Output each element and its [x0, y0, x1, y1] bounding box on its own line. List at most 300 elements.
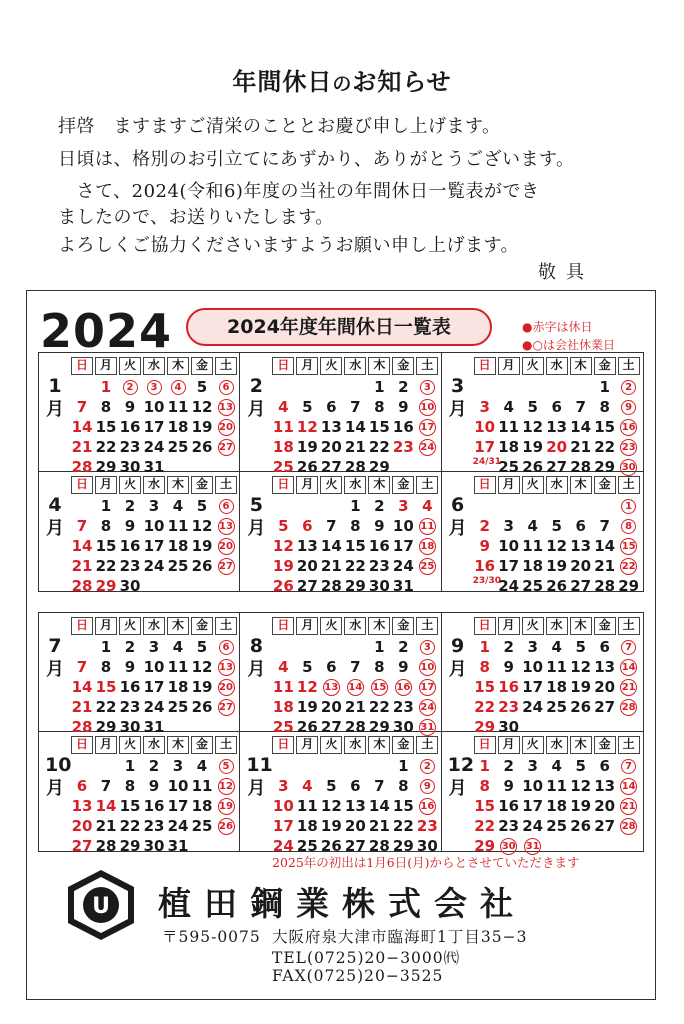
day-cell: 20: [214, 677, 238, 697]
day-cell: 18: [522, 557, 544, 575]
weekday-header: 金: [392, 476, 414, 494]
weekday-header: 土: [618, 736, 640, 754]
weekday-header: 木: [167, 476, 189, 494]
empty-day-cell: [295, 377, 319, 397]
day-cell: 4: [551, 638, 562, 656]
day-cell: 4: [527, 517, 538, 535]
day-cell: 2: [374, 497, 385, 515]
day-cell: 10: [143, 517, 165, 535]
day-cell: 6: [599, 638, 610, 656]
empty-day-cell: [295, 637, 319, 657]
day-cell: 18: [272, 438, 294, 456]
day-grid: [473, 476, 641, 596]
logo-letter: U: [92, 894, 110, 919]
day-cell: 1: [100, 378, 112, 396]
empty-day-cell: [473, 377, 497, 397]
day-cell: 11: [167, 517, 189, 535]
day-cell: 7: [575, 398, 586, 416]
day-cell: 10: [143, 658, 165, 676]
day-cell: 1: [100, 638, 112, 656]
day-cell: 30: [119, 577, 141, 595]
day-cell: 26: [296, 458, 318, 476]
day-cell: 16: [498, 678, 520, 696]
day-cell: 6: [599, 757, 610, 775]
notice-line-4: ましたので、お送りいたします。: [58, 207, 334, 228]
day-cell: 30: [498, 718, 520, 736]
day-cell: 7: [350, 658, 361, 676]
month-label: [246, 754, 273, 800]
day-cell: 24: [167, 817, 189, 835]
day-cell: 10: [167, 777, 189, 795]
day-cell: 31: [143, 718, 165, 736]
empty-day-cell: [271, 637, 295, 657]
day-cell: 15: [474, 797, 496, 815]
day-cell: 16: [119, 418, 141, 436]
weekday-header: 水: [143, 736, 165, 754]
day-grid: [70, 736, 238, 856]
day-cell: 16: [617, 417, 641, 437]
day-cell: 29: [474, 837, 496, 855]
day-cell: 22: [474, 817, 496, 835]
weekday-header: 金: [191, 736, 213, 754]
day-cell: 11: [546, 777, 568, 795]
company-fax: FAX(0725)20−3525: [272, 967, 444, 985]
day-cell: 19: [191, 418, 213, 436]
day-cell: 16: [119, 678, 141, 696]
day-cell: 3: [172, 757, 184, 775]
day-cell: 21: [617, 677, 641, 697]
weekday-header: 日: [272, 617, 294, 635]
month-suffix: 月: [46, 778, 64, 799]
month-block-2: [240, 353, 441, 476]
empty-day-cell: [295, 756, 319, 776]
month-suffix: 月: [448, 518, 467, 539]
empty-day-cell: [343, 756, 367, 776]
day-cell: 10: [474, 418, 496, 436]
day-cell: 16: [415, 796, 439, 816]
notice-line-5: よろしくご協力くださいますようお願い申し上げます。: [58, 235, 520, 256]
day-cell: 1: [124, 757, 136, 775]
day-cell: 21: [71, 557, 93, 575]
empty-day-cell: [70, 637, 94, 657]
day-cell: 25: [522, 577, 544, 595]
empty-day-cell: [295, 496, 319, 516]
month-number: 12: [447, 754, 475, 776]
day-cell: 24: [143, 438, 165, 456]
month-block-4: [39, 472, 240, 595]
weekday-header: 日: [474, 617, 496, 635]
empty-day-cell: [569, 377, 593, 397]
day-cell: 13: [594, 658, 616, 676]
day-cell: 20: [344, 817, 366, 835]
day-cell: 14: [617, 776, 641, 796]
month-number: 4: [48, 494, 62, 516]
day-cell: 12: [570, 658, 592, 676]
day-cell: 12: [191, 658, 213, 676]
weekday-header: 金: [392, 357, 414, 375]
day-cell: 25: [498, 458, 520, 476]
day-cell: 11: [272, 418, 294, 436]
notice-line-3: さて、2024(令和6)年度の当社の年間休日一覧表ができ: [58, 181, 540, 202]
empty-day-cell: [271, 496, 295, 516]
empty-day-cell: [473, 496, 497, 516]
empty-day-cell: [319, 377, 343, 397]
day-cell: 11: [272, 678, 294, 696]
day-cell: 30: [368, 577, 390, 595]
day-cell: 29: [392, 837, 414, 855]
day-cell: 30: [119, 458, 141, 476]
day-cell: 3: [148, 497, 160, 515]
day-cell: 15: [617, 536, 641, 556]
day-cell: 31: [167, 837, 189, 855]
day-cell: 22: [474, 698, 496, 716]
day-cell: 14: [368, 797, 390, 815]
day-cell: 9: [479, 537, 490, 555]
day-cell: 8: [374, 398, 385, 416]
company-tel: TEL(0725)20−3000㈹: [272, 949, 461, 967]
month-number: 2: [249, 375, 263, 397]
month-label: [448, 375, 468, 421]
day-cell: 19: [191, 537, 213, 555]
day-cell: 29: [119, 837, 141, 855]
day-cell: 15: [367, 677, 391, 697]
weekday-header: 月: [296, 357, 318, 375]
weekday-header: 木: [368, 357, 390, 375]
weekday-header: 月: [498, 476, 520, 494]
weekday-header: 木: [570, 736, 592, 754]
weekday-header: 日: [71, 617, 93, 635]
day-cell: 16: [143, 797, 165, 815]
month-suffix: 月: [46, 518, 64, 539]
weekday-header: 金: [594, 476, 616, 494]
empty-day-cell: [319, 496, 343, 516]
day-cell: 5: [302, 658, 313, 676]
day-cell: 20: [594, 678, 616, 696]
weekday-header: 水: [344, 736, 366, 754]
empty-day-cell: [70, 496, 94, 516]
weekday-header: 日: [272, 357, 294, 375]
weekday-header: 火: [119, 736, 141, 754]
empty-day-cell: [593, 496, 617, 516]
day-cell: 1: [374, 378, 385, 396]
weekday-header: 火: [320, 736, 342, 754]
weekday-header: 金: [594, 736, 616, 754]
notice-line-1: 拝啓 ますますご清栄のこととお慶び申し上げます。: [58, 116, 501, 137]
day-cell: 27: [214, 697, 238, 717]
day-cell: 14: [71, 537, 93, 555]
day-cell: 3: [415, 637, 439, 657]
month-block-10: [39, 732, 240, 855]
day-cell: 8: [100, 517, 112, 535]
day-cell: 27: [344, 837, 366, 855]
day-cell: 5: [196, 378, 208, 396]
day-cell: 20: [594, 797, 616, 815]
day-cell: 8: [479, 658, 490, 676]
weekday-header: 月: [498, 736, 520, 754]
day-cell: 30: [416, 837, 438, 855]
day-cell: 21: [368, 817, 390, 835]
day-cell: 6: [76, 777, 88, 795]
day-cell: 10: [392, 517, 414, 535]
empty-day-cell: [569, 496, 593, 516]
day-cell: 21: [344, 438, 366, 456]
day-cell: 25: [296, 837, 318, 855]
month-block-3: [442, 353, 643, 476]
day-cell: 23: [119, 438, 141, 456]
day-cell: 17: [272, 817, 294, 835]
day-cell: 25: [191, 817, 213, 835]
day-cell: 15: [95, 537, 117, 555]
day-cell: 22: [95, 698, 117, 716]
month-block-11: [240, 732, 441, 855]
day-cell: 3: [142, 377, 166, 397]
weekday-header: 水: [143, 617, 165, 635]
day-cell: 28: [320, 577, 342, 595]
day-cell: 30: [617, 457, 641, 477]
weekday-header: 木: [368, 736, 390, 754]
day-cell: 14: [95, 797, 117, 815]
empty-day-cell: [343, 377, 367, 397]
day-cell: 29: [368, 718, 390, 736]
day-cell: 11: [191, 777, 213, 795]
day-grid: [271, 476, 439, 596]
weekday-header: 土: [618, 357, 640, 375]
day-cell: 23: [119, 698, 141, 716]
day-cell: 25: [272, 458, 294, 476]
day-cell: 3: [503, 517, 514, 535]
day-cell: 27: [296, 577, 318, 595]
day-cell: 28: [368, 837, 390, 855]
day-cell: 22: [95, 438, 117, 456]
month-number: 5: [249, 494, 263, 516]
day-cell: 3: [415, 377, 439, 397]
weekday-header: 金: [191, 617, 213, 635]
month-suffix: 月: [46, 659, 64, 680]
legend-closed: ●○は会社休業日: [522, 338, 615, 352]
weekday-header: 水: [143, 476, 165, 494]
new-year-note: 2025年の初出は1月6日(月)からとさせていただきます: [272, 855, 580, 870]
day-cell: 1: [350, 497, 361, 515]
day-grid: [473, 357, 641, 477]
day-cell: 11: [522, 537, 544, 555]
day-cell: 22: [617, 556, 641, 576]
day-cell: 21: [617, 796, 641, 816]
day-cell: 8: [617, 516, 641, 536]
month-suffix: 月: [448, 659, 467, 680]
day-cell: 6: [551, 398, 562, 416]
day-cell: 23/30: [472, 576, 501, 586]
day-cell: 17: [522, 797, 544, 815]
day-cell: 19: [272, 557, 294, 575]
day-cell: 20: [320, 698, 342, 716]
day-cell: 16: [474, 557, 496, 575]
day-cell: 27: [546, 458, 568, 476]
day-cell: 25: [167, 557, 189, 575]
day-cell: 27: [214, 437, 238, 457]
day-cell: 7: [374, 777, 385, 795]
month-number: 3: [451, 375, 465, 397]
empty-day-cell: [521, 496, 545, 516]
day-cell: 31: [415, 717, 439, 737]
day-cell: 11: [498, 418, 520, 436]
day-cell: 29: [594, 458, 616, 476]
day-cell: 5: [214, 756, 238, 776]
day-cell: 21: [95, 817, 117, 835]
day-cell: 23: [368, 557, 390, 575]
day-cell: 17: [143, 418, 165, 436]
day-cell: 17: [415, 417, 439, 437]
day-cell: 28: [570, 458, 592, 476]
weekday-header: 火: [320, 476, 342, 494]
weekday-header: 金: [191, 357, 213, 375]
day-cell: 17: [143, 537, 165, 555]
month-block-8: [240, 613, 441, 736]
day-cell: 16: [119, 537, 141, 555]
day-cell: 13: [71, 797, 93, 815]
weekday-header: 水: [546, 736, 568, 754]
day-cell: 2: [415, 756, 439, 776]
day-cell: 10: [522, 658, 544, 676]
day-cell: 18: [167, 537, 189, 555]
day-cell: 31: [521, 836, 545, 856]
day-cell: 24: [392, 557, 414, 575]
day-cell: 11: [415, 516, 439, 536]
day-cell: 23: [143, 817, 165, 835]
day-grid: [473, 617, 641, 737]
day-cell: 1: [100, 497, 112, 515]
month-suffix: 月: [247, 659, 266, 680]
day-cell: 21: [71, 698, 93, 716]
weekday-header: 日: [474, 736, 496, 754]
month-suffix: 月: [247, 399, 266, 420]
day-cell: 21: [594, 557, 616, 575]
day-cell: 17: [498, 557, 520, 575]
month-label: [45, 754, 72, 800]
day-cell: 18: [546, 678, 568, 696]
month-label: [45, 494, 65, 540]
weekday-header: 日: [272, 736, 294, 754]
day-cell: 10: [415, 397, 439, 417]
month-number: 8: [249, 635, 263, 657]
day-cell: 29: [95, 718, 117, 736]
day-cell: 29: [95, 458, 117, 476]
day-cell: 7: [100, 777, 112, 795]
day-grid: [473, 736, 641, 856]
day-cell: 28: [95, 837, 117, 855]
day-cell: 6: [350, 777, 361, 795]
day-cell: 8: [374, 658, 385, 676]
day-cell: 9: [503, 658, 514, 676]
weekday-header: 木: [570, 476, 592, 494]
day-cell: 12: [191, 398, 213, 416]
day-cell: 20: [71, 817, 93, 835]
day-cell: 3: [278, 777, 289, 795]
day-cell: 26: [191, 557, 213, 575]
day-cell: 13: [296, 537, 318, 555]
day-cell: 2: [398, 378, 409, 396]
day-cell: 9: [398, 398, 409, 416]
month-suffix: 月: [247, 778, 266, 799]
day-cell: 6: [575, 517, 586, 535]
day-cell: 12: [296, 418, 318, 436]
day-cell: 7: [326, 517, 337, 535]
day-cell: 26: [320, 837, 342, 855]
day-cell: 14: [71, 678, 93, 696]
day-cell: 13: [214, 516, 238, 536]
day-cell: 29: [618, 577, 640, 595]
day-cell: 13: [546, 418, 568, 436]
day-cell: 9: [124, 517, 136, 535]
day-cell: 24: [522, 698, 544, 716]
day-cell: 2: [148, 757, 160, 775]
day-cell: 26: [522, 458, 544, 476]
weekday-header: 木: [570, 617, 592, 635]
month-number: 7: [48, 635, 62, 657]
day-cell: 8: [350, 517, 361, 535]
day-cell: 4: [278, 398, 289, 416]
day-cell: 16: [498, 797, 520, 815]
day-cell: 1: [479, 757, 490, 775]
weekday-header: 火: [119, 357, 141, 375]
day-cell: 21: [570, 438, 592, 456]
day-cell: 5: [527, 398, 538, 416]
day-cell: 2: [124, 638, 136, 656]
day-cell: 18: [546, 797, 568, 815]
weekday-header: 土: [416, 617, 438, 635]
day-cell: 10: [272, 797, 294, 815]
day-cell: 22: [95, 557, 117, 575]
month-number: 1: [48, 375, 62, 397]
day-cell: 6: [214, 637, 238, 657]
day-cell: 16: [391, 677, 415, 697]
day-cell: 13: [594, 777, 616, 795]
day-cell: 1: [599, 378, 610, 396]
day-cell: 6: [214, 496, 238, 516]
day-cell: 23: [498, 817, 520, 835]
month-label: [45, 635, 65, 681]
day-cell: 22: [594, 438, 616, 456]
month-label: [448, 635, 468, 681]
day-cell: 8: [124, 777, 136, 795]
day-cell: 22: [368, 438, 390, 456]
day-cell: 28: [344, 718, 366, 736]
day-cell: 2: [124, 497, 136, 515]
weekday-header: 月: [296, 736, 318, 754]
day-cell: 30: [119, 718, 141, 736]
day-cell: 26: [570, 698, 592, 716]
weekday-header: 水: [546, 476, 568, 494]
day-cell: 7: [76, 517, 88, 535]
month-block-1: [39, 353, 240, 476]
weekday-header: 金: [594, 357, 616, 375]
weekday-header: 木: [570, 357, 592, 375]
day-cell: 3: [148, 638, 160, 656]
day-cell: 12: [191, 517, 213, 535]
day-cell: 19: [570, 797, 592, 815]
day-cell: 17: [143, 678, 165, 696]
day-cell: 5: [196, 638, 208, 656]
empty-day-cell: [319, 637, 343, 657]
weekday-header: 土: [416, 736, 438, 754]
day-cell: 15: [119, 797, 141, 815]
weekday-header: 土: [416, 476, 438, 494]
day-cell: 18: [167, 418, 189, 436]
day-cell: 5: [575, 757, 586, 775]
day-cell: 24: [498, 577, 520, 595]
day-cell: 7: [76, 658, 88, 676]
day-cell: 1: [479, 638, 490, 656]
month-block-6: [442, 472, 643, 595]
